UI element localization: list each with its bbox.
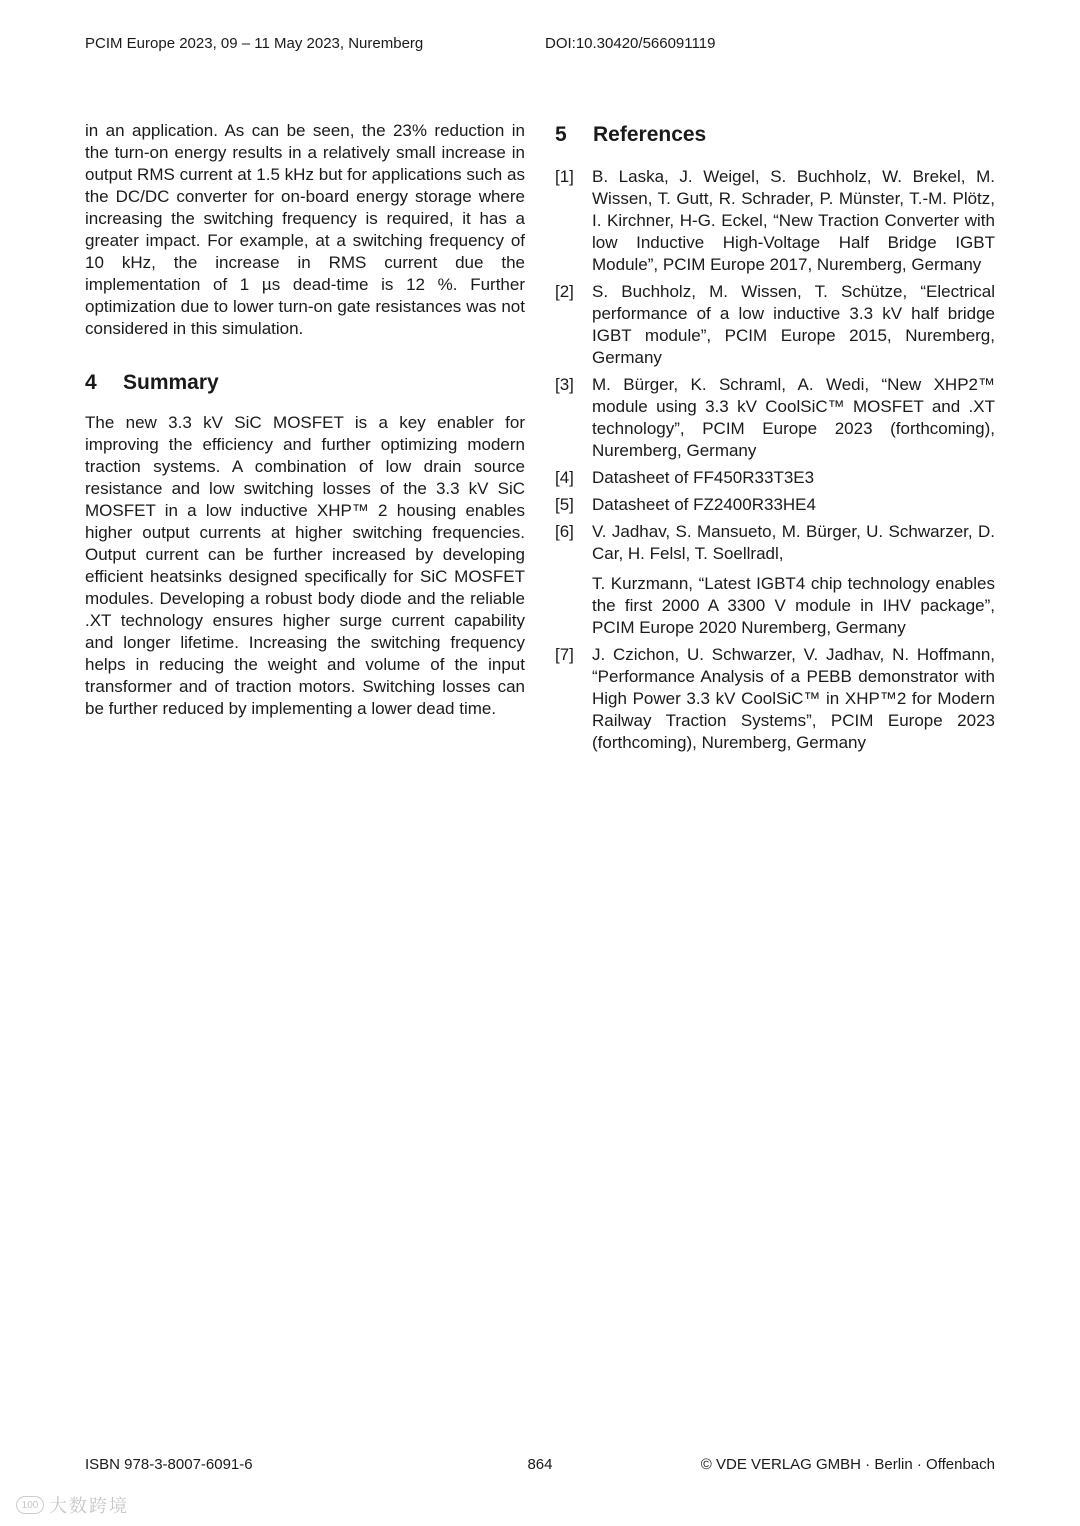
- summary-heading-number: 4: [85, 371, 97, 394]
- reference-item-7: [555, 644, 995, 754]
- body-paragraph-application: in an application. As can be seen, the 23% reduction in the turn-on energy results in a relatively small increase in output RMS current at 1.5 kHz but for applications such as the DC/DC converter for on-board energy storage where increasing the switching frequency is required, it has a greater impact. For example, at a switching frequency of 10 kHz, the increase in RMS current due the implementation of 1 µs dead-time is 12 %. Further optimization due to lower turn-on gate resistances was not considered in this simulation.: [85, 121, 525, 338]
- reference-label: [5]: [555, 495, 574, 514]
- reference-text-part2: T. Kurzmann, “Latest IGBT4 chip technology enables the first 2000 A 3300 V module in IHV package”, PCIM Europe 2020 Nuremberg, Germany: [592, 574, 995, 637]
- reference-item-2: [555, 281, 995, 369]
- page-number: 864: [527, 1456, 553, 1473]
- reference-label: [4]: [555, 468, 574, 487]
- publisher-text: © VDE VERLAG GMBH · Berlin · Offenbach: [700, 1456, 995, 1473]
- reference-text: Datasheet of FF450R33T3E3: [592, 468, 815, 487]
- watermark: [16, 1492, 129, 1518]
- references-heading-number: 5: [555, 123, 567, 146]
- conference-info: PCIM Europe 2023, 09 – 11 May 2023, Nuremberg: [85, 35, 424, 52]
- watermark-logo-icon: 100: [16, 1496, 44, 1514]
- reference-text: J. Czichon, U. Schwarzer, V. Jadhav, N. Hoffmann, “Performance Analysis of a PEBB demonstrator with High Power 3.3 kV CoolSiC™ in XHP™2 for Modern Railway Traction Systems”, PCIM Europe 2023 (forthcoming), Nuremberg, Germany: [592, 645, 995, 752]
- reference-item-6: [555, 521, 995, 639]
- page-content: [85, 120, 995, 759]
- reference-list: [555, 166, 995, 754]
- summary-heading: [85, 370, 525, 396]
- references-heading: [555, 122, 995, 148]
- doi-text: DOI:10.30420/566091119: [545, 35, 716, 52]
- reference-item-3: [555, 374, 995, 462]
- left-column: [85, 120, 525, 759]
- reference-label: [2]: [555, 282, 574, 301]
- references-heading-title: References: [593, 123, 707, 146]
- reference-text: S. Buchholz, M. Wissen, T. Schütze, “Electrical performance of a low inductive 3.3 kV half bridge IGBT module”, PCIM Europe 2015, Nuremberg, Germany: [592, 282, 995, 367]
- reference-text-part1: V. Jadhav, S. Mansueto, M. Bürger, U. Schwarzer, D. Car, H. Felsl, T. Soellradl,: [592, 522, 995, 563]
- reference-item-5: [555, 494, 995, 516]
- isbn-text: ISBN 978-3-8007-6091-6: [85, 1456, 253, 1473]
- reference-text: B. Laska, J. Weigel, S. Buchholz, W. Brekel, M. Wissen, T. Gutt, R. Schrader, P. Münster, T.-M. Plötz, I. Kirchner, H-G. Eckel, “New Traction Converter with low Inductive High-Voltage Half Bridge IGBT Module”, PCIM Europe 2017, Nuremberg, Germany: [592, 167, 995, 274]
- reference-text: Datasheet of FZ2400R33HE4: [592, 495, 816, 514]
- reference-label: [7]: [555, 645, 574, 664]
- summary-paragraph: The new 3.3 kV SiC MOSFET is a key enabler for improving the efficiency and further optimizing modern traction systems. A combination of low drain source resistance and low switching losses of the 3.3 kV SiC MOSFET in a low inductive XHP™ 2 housing enables higher output currents at higher switching frequencies. Output current can be further increased by developing efficient heatsinks designed specifically for SiC MOSFET modules. Developing a robust body diode and the reliable .XT technology ensures higher surge current capability and longer lifetime. Increasing the switching frequency helps in reducing the weight and volume of the input transformer and of traction motors. Switching losses can be further reduced by implementing a lower dead time.: [85, 413, 525, 718]
- reference-text: [592, 521, 995, 639]
- reference-label: [3]: [555, 375, 574, 394]
- reference-item-4: [555, 467, 995, 489]
- watermark-text: 大数跨境: [49, 1496, 129, 1516]
- page-header: [85, 34, 995, 53]
- page-footer: [85, 1455, 995, 1474]
- right-column: [555, 120, 995, 759]
- reference-label: [6]: [555, 522, 574, 541]
- reference-label: [1]: [555, 167, 574, 186]
- summary-heading-title: Summary: [123, 371, 219, 394]
- reference-item-1: [555, 166, 995, 276]
- reference-text: M. Bürger, K. Schraml, A. Wedi, “New XHP2™ module using 3.3 kV CoolSiC™ MOSFET and .XT technology”, PCIM Europe 2023 (forthcoming), Nuremberg, Germany: [592, 375, 995, 460]
